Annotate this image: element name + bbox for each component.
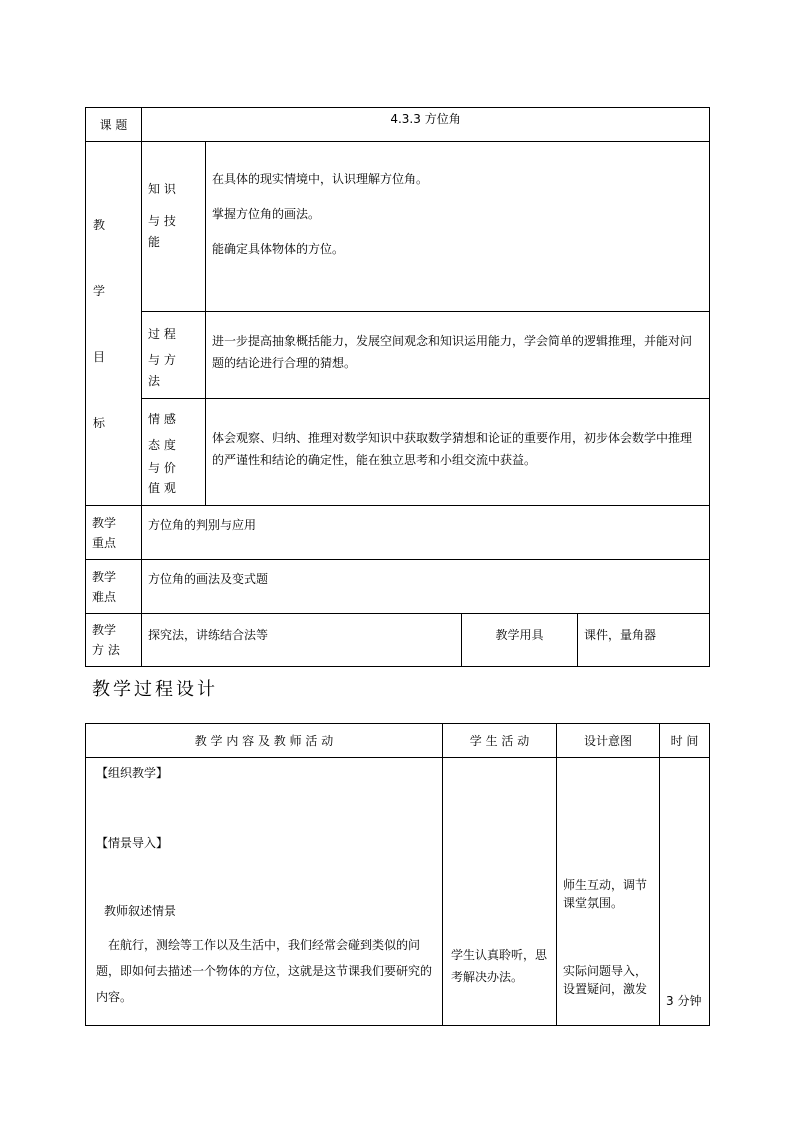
method-label [86, 614, 142, 667]
student-activity: 学生认真聆听，思考解决办法。 [443, 758, 557, 1026]
process-design-table [85, 723, 710, 1026]
process-design-title: 教学过程设计 [92, 679, 218, 700]
knowledge-item: 掌握方位角的画法。 [212, 207, 321, 221]
tools-label: 教学用具 [462, 614, 578, 667]
emotion-content: 体会观察、归纳、推理对数学知识中获取数学猜想和论证的重要作用，初步体会数学中推理的严谨性和结论的确定性，能在独立思考和小组交流中获益。 [206, 399, 710, 506]
teacher-narration: 教师叙述情景 [104, 904, 177, 918]
knowledge-item: 能确定具体物体的方位。 [212, 242, 345, 256]
knowledge-label-line: 与 技 [148, 213, 176, 228]
key-point-label [86, 506, 142, 560]
topic-label: 课 题 [86, 108, 142, 142]
intent-item: 实际问题导入，设置疑问，激发 [563, 964, 648, 996]
emotion-label-line: 情 感 [148, 412, 176, 426]
difficulty-label-line: 教学 [92, 569, 117, 584]
method-label-line: 教学 [92, 623, 117, 637]
goals-label-char: 教 [93, 217, 106, 232]
difficulty-label-line: 难点 [92, 589, 117, 604]
section-organize: 【组织教学】 [96, 766, 169, 780]
header-content: 教 学 内 容 及 教 师 活 动 [86, 724, 443, 758]
method-value: 探究法，讲练结合法等 [142, 614, 462, 667]
section-intro: 【情景导入】 [96, 836, 169, 850]
goals-label-char: 标 [93, 415, 106, 430]
intent-cell [557, 758, 660, 1026]
emotion-label-line: 值 观 [148, 481, 176, 495]
process-content: 进一步提高抽象概括能力，发展空间观念和知识运用能力，学会简单的逻辑推理，并能对问题的结论进行合理的猜想。 [206, 312, 710, 399]
knowledge-content [206, 142, 710, 312]
time-cell: 3 分钟 [660, 758, 710, 1026]
knowledge-label [142, 142, 206, 312]
topic-value: 4.3.3 方位角 [142, 108, 710, 142]
goals-label-char: 学 [93, 283, 106, 298]
emotion-label-line: 与 价 [148, 461, 176, 475]
process-label-line: 过 程 [148, 327, 176, 341]
emotion-label [142, 399, 206, 506]
intent-item: 师生互动，调节课堂氛围。 [563, 878, 648, 910]
header-time: 时 间 [660, 724, 710, 758]
header-student: 学 生 活 动 [443, 724, 557, 758]
process-label-line: 法 [148, 374, 161, 388]
goals-label-char: 目 [93, 349, 106, 364]
content-cell [86, 758, 443, 1026]
knowledge-label-line: 能 [148, 234, 161, 249]
key-point-label-line: 教学 [92, 515, 117, 530]
process-label [142, 312, 206, 399]
difficulty-value: 方位角的画法及变式题 [142, 560, 710, 614]
knowledge-item: 在具体的现实情境中，认识理解方位角。 [212, 172, 429, 186]
intro-paragraph: 在航行，测绘等工作以及生活中，我们经常会碰到类似的问题，即如何去描述一个物体的方位，这就是这节课我们要研究的内容。 [96, 938, 433, 1004]
difficulty-label [86, 560, 142, 614]
emotion-label-line: 态 度 [148, 438, 176, 452]
key-point-label-line: 重点 [92, 535, 117, 550]
knowledge-label-line: 知 识 [148, 181, 176, 196]
method-label-line: 方 法 [92, 643, 120, 657]
tools-value: 课件，量角器 [578, 614, 710, 667]
key-point-value: 方位角的判别与应用 [142, 506, 710, 560]
goals-label [86, 142, 142, 506]
process-label-line: 与 方 [148, 353, 176, 367]
header-intent: 设计意图 [557, 724, 660, 758]
lesson-plan-table [85, 107, 710, 667]
